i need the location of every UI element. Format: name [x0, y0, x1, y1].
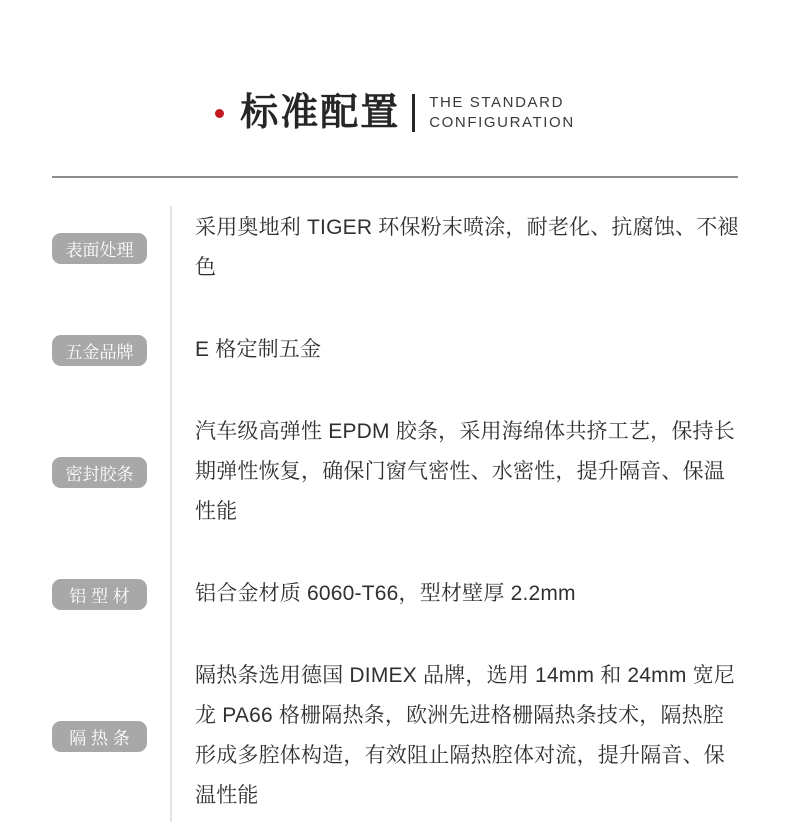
page-subtitle [429, 93, 575, 133]
top-rule [52, 176, 738, 178]
spec-row-hardware-brand [52, 330, 742, 370]
header [0, 0, 790, 138]
spec-row-aluminum-profile [52, 574, 742, 614]
spec-label-cell [52, 457, 195, 488]
spec-text: 铝合金材质 6060-T66，型材壁厚 2.2mm [195, 582, 576, 605]
spec-label-badge: 表面处理 [52, 233, 147, 264]
column-divider [170, 206, 172, 822]
spec-label-cell [52, 335, 195, 366]
spec-label-cell [52, 233, 195, 264]
spec-label-badge: 密封胶条 [52, 457, 147, 488]
spec-row-sealing-strip [52, 412, 742, 532]
spec-label-cell [52, 579, 195, 610]
spec-row-surface-treatment [52, 208, 742, 288]
spec-label-badge: 铝 型 材 [52, 579, 147, 610]
spec-label-badge: 五金品牌 [52, 335, 147, 366]
subtitle-line-1: THE STANDARD [429, 94, 564, 111]
spec-row-thermal-break [52, 656, 742, 816]
subtitle-line-2: CONFIGURATION [429, 114, 575, 131]
spec-text: 隔热条选用德国 DIMEX 品牌，选用 14mm 和 24mm 宽尼龙 PA66 格栅隔热条，欧洲先进格栅隔热条技术，隔热腔形成多腔体构造，有效阻止隔热腔体对流，提升隔音、保温性能 [195, 664, 736, 807]
page-title: 标准配置 [240, 92, 401, 134]
spec-text: 汽车级高弹性 EPDM 胶条，采用海绵体共挤工艺，保持长期弹性恢复，确保门窗气密性、水密性，提升隔音、保温性能 [195, 420, 735, 523]
spec-table [52, 208, 742, 816]
spec-label-cell [52, 721, 195, 752]
spec-text: 采用奥地利 TIGER 环保粉末喷涂，耐老化、抗腐蚀、不褪色 [195, 216, 739, 279]
spec-label-badge: 隔 热 条 [52, 721, 147, 752]
red-dot-icon [215, 109, 224, 118]
spec-text: E 格定制五金 [195, 338, 322, 361]
title-divider [412, 94, 415, 132]
